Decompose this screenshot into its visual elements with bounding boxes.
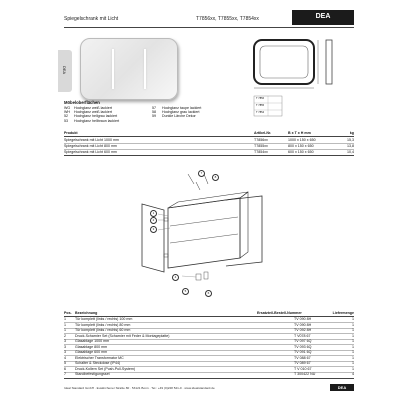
parts-cell-article: TV 090 8H [294,317,312,322]
product-name: Spiegelschrank mit Licht [64,16,119,22]
parts-cell-article: TV 092 8H [294,328,312,333]
finishes-col2 [152,106,232,119]
screw [196,182,200,190]
finish-item: 59 Dunkle Lärche Dekor [152,114,196,119]
footer-brand-label: DEA [337,385,347,390]
parts-cell-delivery: 1 [352,317,354,322]
light-strip-right [144,49,146,89]
parts-cell-article: TV 090 8H [294,322,312,327]
parts-cell-pos: 5 [64,361,66,366]
parts-cell-article: TV 097 6Q [294,339,312,344]
footer-text: Ideal Standard GmbH · Euskirchener Straße 80 · 53121 Bonn · Tel.: +49 (0)228 521-0 · www.idealstandard.de [64,386,215,390]
callout-7: 7 [198,170,205,177]
col-kg: kg [349,131,354,135]
hinge [164,254,168,257]
parts-cell-article: TV 093 6Q [294,344,312,349]
parts-cell-name: Schalter & Steckdose (IP44) [75,361,121,366]
parts-cell-article: T V 010 67 [294,366,312,371]
table-row: Spiegelschrank mit Licht 800 mm T7855xx 800 x 150 x 650 13,8 [64,143,354,148]
glass-shelf [170,234,238,243]
parts-cell-article: TV 088 67 [294,355,311,360]
parts-cell-delivery: 1 [352,355,354,360]
parts-cell-name: Elektrischer Transformator MC [75,355,124,360]
parts-cell-article: TV 091 6Q [294,350,312,355]
callout-3: 3 [150,226,157,233]
drawing-dim-label-2: T 7855 [256,104,265,107]
screw [204,174,208,184]
parts-cell-delivery: 1 [352,361,354,366]
cabinet-top [168,192,248,208]
brand-bar [292,10,354,25]
side-tab [58,50,72,92]
parts-cell-article: T V078 67 [294,333,311,338]
callout-2: 2 [150,217,157,224]
parts-cell-delivery: 1 [352,350,354,355]
hinge [164,218,168,221]
finish-item: 58 Hochglanz grau lackiert [152,110,200,115]
col-product: Produkt [64,131,78,135]
finish-item: 52 Hochglanz hellgrau lackiert [64,114,118,119]
parts-row [64,372,354,377]
col-dims: B x T x H mm [288,131,311,135]
glass-shelf [170,217,238,226]
parts-cell-name: Tür komplett (links / rechts) 60 mm [75,328,131,333]
parts-cell-pos: 3 [64,350,66,355]
footer-brand-bar [330,384,354,391]
parts-cell-pos: 4 [64,355,66,360]
parts-cell-delivery: 1 [352,328,354,333]
parts-cell-delivery: 4 [352,372,354,377]
parts-cell-name: Tür komplett (links / rechts) 100 mm [75,317,133,322]
parts-cell-name: Druck-Kollern Set (Push-Pull-System) [75,366,136,371]
parts-cell-delivery: 1 [352,322,354,327]
finishes-title: Möbeloberflächen [64,100,100,105]
light-strip-left [112,49,114,89]
parts-cell-delivery: 1 [352,339,354,344]
parts-cell-pos: 3 [64,339,66,344]
parts-cell-pos: 2 [64,333,66,338]
brand-label: DEA [315,13,331,20]
parts-table [64,311,354,383]
col-pos: Pos. [64,311,72,315]
drawing-dim-label-1: T 7856 [256,97,265,100]
col-spare-article: Ersatzteil-Bestell-Nummer [257,311,302,315]
finish-item: WG Hochglanz weiß lackiert [64,106,112,110]
parts-cell-delivery: 1 [352,366,354,371]
parts-cell-article: T 300422 NU [294,372,316,377]
parts-cell-pos: 1 [64,322,66,327]
parts-cell-name: Standbefestigungsset [75,372,110,377]
parts-cell-delivery: 1 [352,333,354,338]
product-photo [80,38,178,100]
side-tab-label: DEA [62,66,67,75]
callout-5: 5 [182,288,189,295]
table-rule [64,155,354,156]
col-delivery: Liefermenge [332,311,354,315]
switch-socket [204,272,208,279]
screw [188,174,194,184]
leader-line [158,214,168,216]
parts-cell-name: Glasablage 1000 mm [75,339,110,344]
drawing-side-view [326,40,332,84]
col-article: Artikel-Nr. [254,131,272,135]
parts-cell-pos: 7 [64,372,66,377]
product-table [64,131,354,158]
model-numbers: T7856xx, T7855xx, T7854xx [196,16,259,22]
cabinet-body [168,198,240,268]
door-right [226,196,262,266]
parts-cell-name: Glasablage 800 mm [75,344,108,349]
table-rule [64,378,354,379]
parts-cell-pos: 3 [64,344,66,349]
finishes-col1 [64,106,154,123]
parts-cell-pos: 1 [64,328,66,333]
transformer [196,274,201,280]
finish-item: 57 Hochglanz taupe lackiert [152,106,202,110]
table-row: Spiegelschrank mit Licht 600 mm T7854xx 600 x 150 x 650 10,4 [64,149,354,154]
callout-4: 4 [172,274,179,281]
finish-item: 53 Hochglanz hellbraun lackiert [64,118,120,123]
parts-cell-name: Tür komplett (links / rechts) 80 mm [75,322,131,327]
parts-cell-article: TV 089 67 [294,361,311,366]
drawing-dim-label-3: T 7854 [256,111,265,114]
callout-8: 8 [212,174,219,181]
parts-cell-pos: 1 [64,317,66,322]
col-name: Bezeichnung [75,311,98,315]
parts-cell-pos: 6 [64,366,66,371]
parts-cell-delivery: 1 [352,344,354,349]
parts-cell-name: Glasablage 600 mm [75,350,108,355]
drawing-inner [260,46,308,78]
callout-6: 6 [205,290,212,297]
finish-item: WH Hochglanz weiß lackiert [64,110,112,115]
leader-line [182,276,196,277]
callout-1: 1 [150,210,157,217]
cabinet-side [240,192,248,258]
table-row: Spiegelschrank mit Licht 1000 mm T7856xx 1000 x 150 x 650 15,3 [64,137,354,142]
header-rule [64,27,354,28]
parts-cell-name: Druck-Scharnier Set (Scharnier mit Feder & Montageplatte) [75,333,170,338]
